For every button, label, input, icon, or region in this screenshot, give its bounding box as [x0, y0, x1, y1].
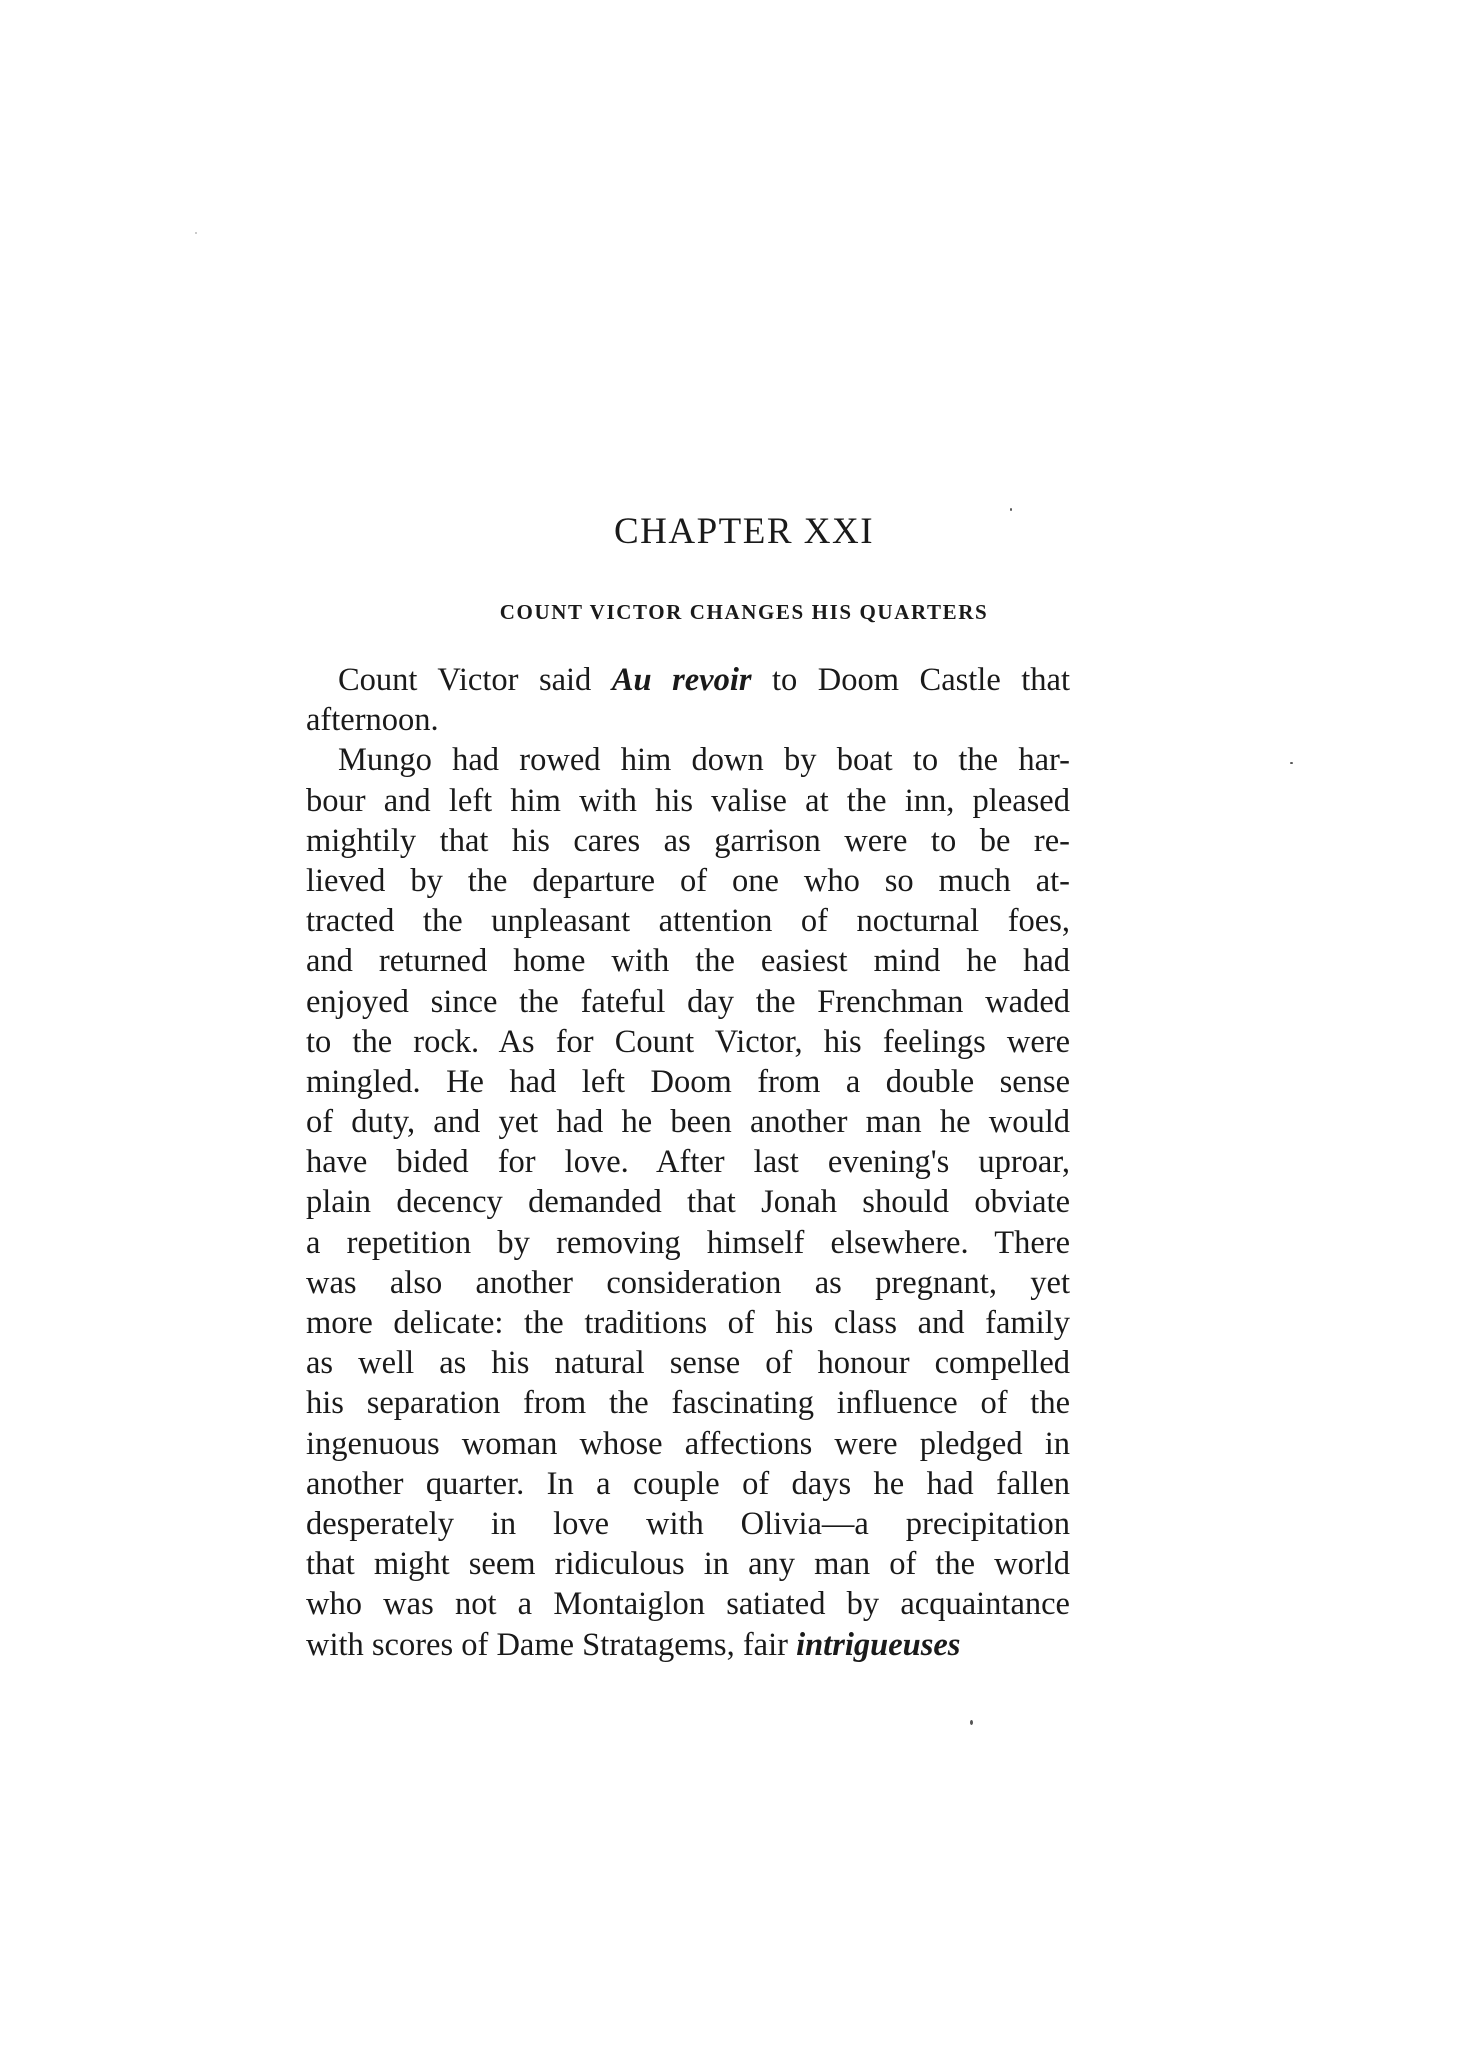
text-run: that might seem ridiculous in any man of the world: [306, 1546, 1070, 1583]
text-run: mightily that his cares as garrison were to be re-: [306, 822, 1070, 859]
text-line: [306, 1584, 1070, 1624]
text-line: [306, 1142, 1070, 1182]
text-line: [306, 1102, 1070, 1142]
text-run: was also another consideration as pregnant, yet: [306, 1264, 1070, 1301]
text-run: his separation from the fascinating influence of the: [306, 1385, 1070, 1422]
text-run: to the rock. As for Count Victor, his feelings were: [306, 1023, 1070, 1060]
text-line: [306, 700, 1070, 740]
text-line: [306, 660, 1070, 700]
body-text: [306, 660, 1070, 1665]
italic-phrase: intrigueuses: [796, 1626, 961, 1663]
text-run: lieved by the departure of one who so much at-: [306, 862, 1070, 899]
text-line: [306, 1424, 1070, 1464]
text-run: plain decency demanded that Jonah should obviate: [306, 1184, 1070, 1221]
text-run: to Doom Castle that: [751, 662, 1070, 698]
text-line: [306, 982, 1070, 1022]
text-run: who was not a Montaiglon satiated by acquaintance: [306, 1586, 1070, 1623]
text-line: [306, 1544, 1070, 1584]
text-line: [306, 941, 1070, 981]
italic-phrase: Au revoir: [611, 662, 752, 698]
paragraph: [306, 660, 1070, 740]
text-line: [306, 861, 1070, 901]
text-line: [306, 781, 1070, 821]
print-speck: [195, 232, 197, 234]
text-run: as well as his natural sense of honour compelled: [306, 1345, 1070, 1382]
text-run: more delicate: the traditions of his class and family: [306, 1305, 1070, 1341]
text-run: with scores of Dame Stratagems, fair: [306, 1626, 797, 1663]
chapter-subtitle: COUNT VICTOR CHANGES HIS QUARTERS: [499, 600, 989, 624]
text-run: mingled. He had left Doom from a double sense: [306, 1063, 1070, 1100]
text-line: [306, 1504, 1070, 1544]
text-run: enjoyed since the fateful day the Frenchman waded: [306, 983, 1070, 1020]
text-line: [306, 1263, 1070, 1303]
text-run: have bided for love. After last evening's uproar,: [306, 1144, 1070, 1181]
text-line: [306, 821, 1070, 861]
text-run: tracted the unpleasant attention of nocturnal foes,: [306, 903, 1070, 940]
print-speck: [1010, 508, 1012, 511]
text-line: [306, 1625, 1070, 1665]
text-run: another quarter. In a couple of days he had fallen: [306, 1465, 1070, 1502]
text-line: [306, 901, 1070, 941]
text-run: afternoon.: [306, 702, 439, 739]
text-run: of duty, and yet had he been another man he would: [306, 1104, 1070, 1141]
text-line: [306, 1182, 1070, 1222]
text-line: [306, 1223, 1070, 1263]
text-line: [306, 740, 1070, 780]
text-run: bour and left him with his valise at the inn, pleased: [306, 782, 1070, 819]
print-speck: [970, 1720, 973, 1725]
text-line: [306, 1383, 1070, 1423]
text-run: desperately in love with Olivia—a precipitation: [306, 1505, 1070, 1542]
text-run: Count Victor said: [338, 662, 612, 698]
text-run: and returned home with the easiest mind he had: [306, 943, 1070, 980]
text-run: Mungo had rowed him down by boat to the har-: [338, 742, 1070, 779]
text-line: [306, 1464, 1070, 1504]
paragraph: [306, 740, 1070, 1664]
text-line: [306, 1022, 1070, 1062]
text-line: [306, 1343, 1070, 1383]
chapter-heading: CHAPTER XXI: [613, 511, 875, 552]
text-line: [306, 1062, 1070, 1102]
text-run: ingenuous woman whose affections were pledged in: [306, 1425, 1070, 1462]
text-line: [306, 1303, 1070, 1343]
print-speck: [1290, 762, 1293, 764]
text-run: a repetition by removing himself elsewhere. There: [306, 1224, 1070, 1261]
